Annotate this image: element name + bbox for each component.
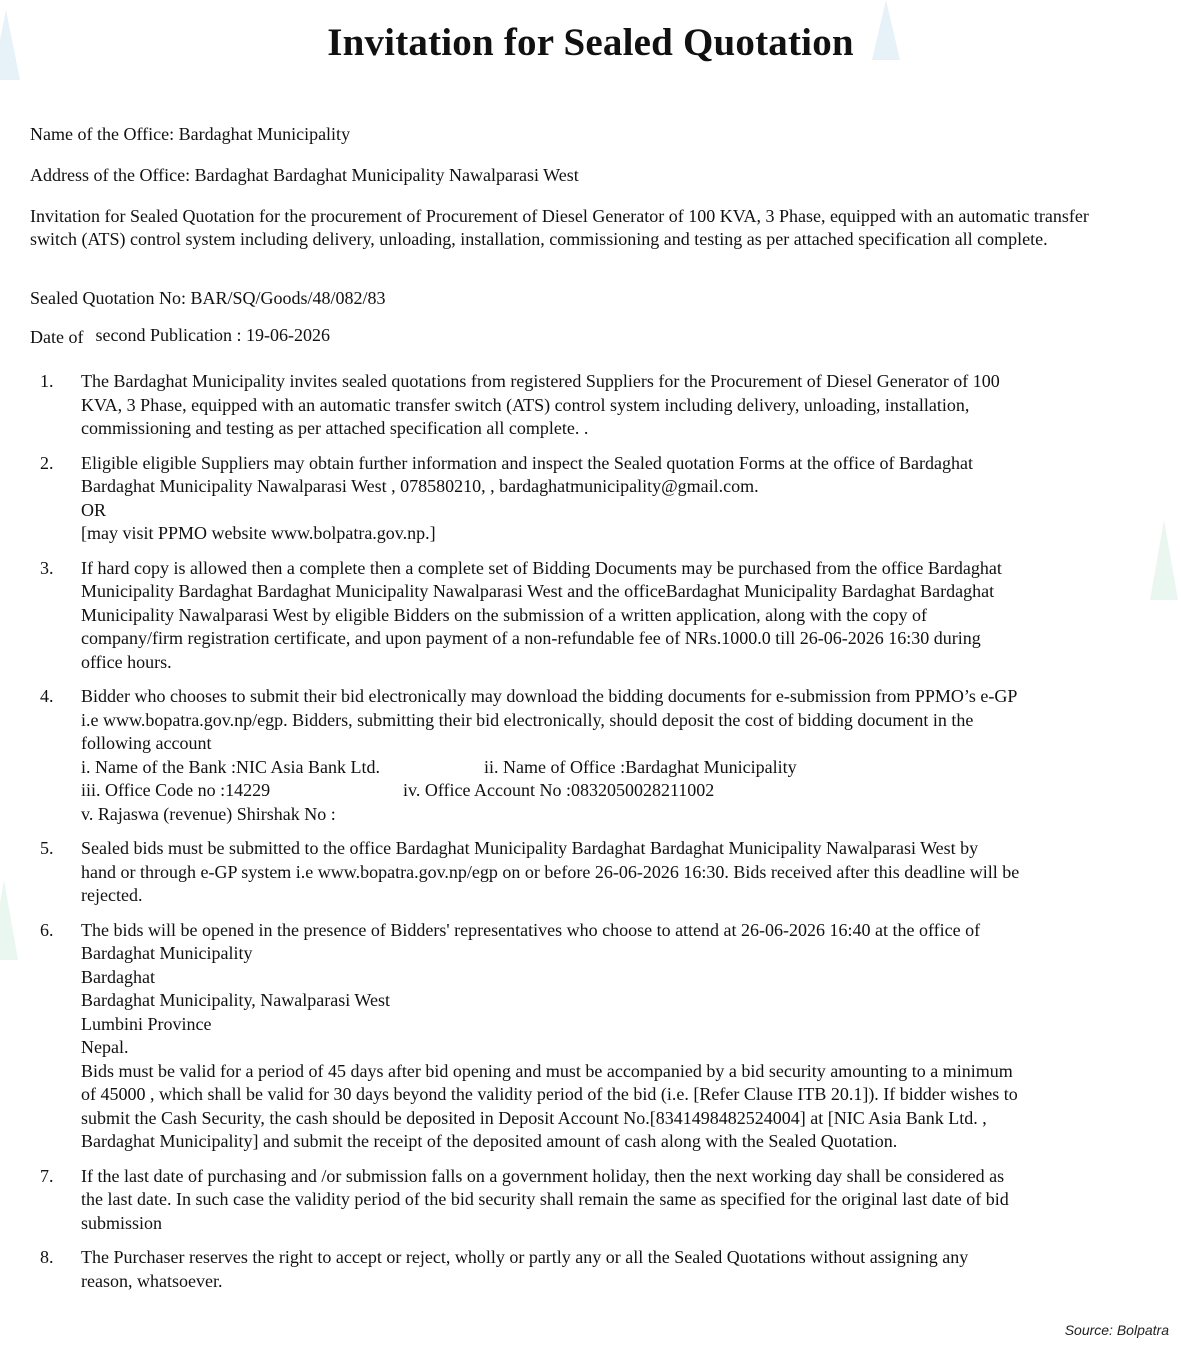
item-line: of 45000 , which shall be valid for 30 days beyond the validity period of the bid (i.e. [Refer Clause ITB 20.1]). If bidder wishes to bbox=[81, 1084, 1018, 1104]
account-row bbox=[81, 779, 1155, 803]
item-number: 3. bbox=[40, 557, 54, 578]
item-line: office hours. bbox=[81, 651, 172, 672]
item-body bbox=[81, 837, 1155, 908]
office-name-line: Name of the Office: Bardaghat Municipality bbox=[30, 124, 351, 144]
item-line: Bardaghat Municipality] and submit the receipt of the deposited amount of cash along with the Sealed Quotation. bbox=[81, 1131, 898, 1151]
list-item bbox=[30, 685, 1155, 826]
item-line: reason, whatsoever. bbox=[81, 1270, 223, 1291]
list-item bbox=[30, 452, 1155, 546]
item-number: 5. bbox=[40, 838, 54, 858]
item-line: Bardaghat Municipality, Nawalparasi West bbox=[81, 990, 390, 1010]
item-line: [may visit PPMO website www.bolpatra.gov.np.] bbox=[81, 523, 436, 543]
item-line: the last date. In such case the validity period of the bid security shall remain the same as specified for the original last date of bid bbox=[81, 1189, 1009, 1209]
item-line: Municipality Nawalparasi West by eligible Bidders on the submission of a written application, along with the copy of bbox=[81, 604, 928, 625]
item-line: Lumbini Province bbox=[81, 1013, 212, 1034]
item-number: 1. bbox=[40, 371, 54, 391]
item-number: 2. bbox=[40, 452, 54, 473]
rajaswa-shirshak: v. Rajaswa (revenue) Shirshak No : bbox=[81, 803, 336, 824]
item-line: rejected. bbox=[81, 885, 143, 905]
office-code: iii. Office Code no :14229 bbox=[81, 780, 271, 800]
edge-arrow-decoration bbox=[0, 880, 18, 960]
item-body bbox=[81, 370, 1155, 441]
item-number: 8. bbox=[40, 1247, 54, 1267]
item-line: The Bardaghat Municipality invites sealed quotations from registered Suppliers for the Procurement of Diesel Generator of 100 bbox=[81, 371, 1000, 391]
item-number: 6. bbox=[40, 919, 54, 940]
item-line: If the last date of purchasing and /or submission falls on a government holiday, then the next working day shall be considered as bbox=[81, 1165, 1005, 1186]
item-body bbox=[81, 452, 1155, 546]
publication-info: second Publication : 19-06-2026 bbox=[95, 325, 330, 345]
office-account-number: iv. Office Account No :0832050028211002 bbox=[403, 780, 715, 800]
item-line: hand or through e-GP system i.e www.bopatra.gov.np/egp on or before 26-06-2026 16:30. Bids received after this deadline will be bbox=[81, 861, 1020, 882]
item-body bbox=[81, 1165, 1155, 1236]
item-body bbox=[81, 1246, 1155, 1293]
page-title: Invitation for Sealed Quotation bbox=[327, 21, 854, 64]
item-line: Nepal. bbox=[81, 1037, 129, 1057]
office-address-line: Address of the Office: Bardaghat Bardaghat Municipality Nawalparasi West bbox=[30, 165, 579, 185]
item-line: OR bbox=[81, 499, 107, 520]
quotation-number-line: Sealed Quotation No: BAR/SQ/Goods/48/082/83 bbox=[30, 288, 386, 308]
invitation-text: Invitation for Sealed Quotation for the procurement of Procurement of Diesel Generator of 100 KVA, 3 Phase, equipped with an automatic transfer switch (ATS) control system including delivery, unloading, installation, commissioning and testing as per attached specification all complete. bbox=[30, 206, 1089, 249]
notice-items-list bbox=[30, 370, 1155, 1304]
item-line: The Purchaser reserves the right to accept or reject, wholly or partly any or all the Sealed Quotations without assigning any bbox=[81, 1247, 969, 1267]
item-body bbox=[81, 685, 1155, 826]
item-body bbox=[81, 557, 1155, 675]
item-line: Bidder who chooses to submit their bid electronically may download the bidding documents for e-submission from PPMO’s e-GP bbox=[81, 686, 1018, 706]
source-credit: Source: Bolpatra bbox=[1064, 1322, 1169, 1338]
list-item bbox=[30, 919, 1155, 1154]
item-line: Sealed bids must be submitted to the office Bardaghat Municipality Bardaghat Bardaghat Municipality Nawalparasi West by bbox=[81, 838, 979, 858]
item-line: Municipality Bardaghat Bardaghat Municipality Nawalparasi West and the officeBardaghat Municipality Bardaghat Bardaghat bbox=[81, 581, 995, 601]
item-line: If hard copy is allowed then a complete then a complete set of Bidding Documents may be purchased from the office Bardaghat bbox=[81, 557, 1002, 578]
item-line: commissioning and testing as per attached specification all complete. . bbox=[81, 418, 589, 438]
item-line: The bids will be opened in the presence of Bidders' representatives who choose to attend at 26-06-2026 16:40 at the office of bbox=[81, 919, 981, 940]
list-item bbox=[30, 370, 1155, 441]
item-line: following account bbox=[81, 733, 212, 753]
item-line: i.e www.bopatra.gov.np/egp. Bidders, submitting their bid electronically, should deposit the cost of bidding document in the bbox=[81, 709, 974, 730]
bank-name: i. Name of the Bank :NIC Asia Bank Ltd. bbox=[81, 756, 380, 777]
date-label: Date of bbox=[30, 327, 84, 347]
item-line: submission bbox=[81, 1212, 163, 1233]
list-item bbox=[30, 1165, 1155, 1236]
item-number: 7. bbox=[40, 1165, 54, 1186]
list-item bbox=[30, 557, 1155, 675]
item-line: company/firm registration certificate, and upon payment of a non-refundable fee of NRs.1000.0 till 26-06-2026 16:30 during bbox=[81, 628, 981, 648]
item-body bbox=[81, 919, 1155, 1154]
item-line: Eligible eligible Suppliers may obtain further information and inspect the Sealed quotation Forms at the office of Bardaghat bbox=[81, 452, 973, 473]
item-line: Bids must be valid for a period of 45 days after bid opening and must be accompanied by a bid security amounting to a minimum bbox=[81, 1060, 1013, 1081]
item-line: submit the Cash Security, the cash should be deposited in Deposit Account No.[8341498482524004] at [NIC Asia Bank Ltd. , bbox=[81, 1107, 987, 1128]
list-item bbox=[30, 837, 1155, 908]
list-item bbox=[30, 1246, 1155, 1293]
publication-date-line bbox=[30, 326, 330, 349]
item-number: 4. bbox=[40, 686, 54, 706]
item-line: KVA, 3 Phase, equipped with an automatic transfer switch (ATS) control system including delivery, unloading, installation, bbox=[81, 394, 970, 415]
item-line: Bardaghat Municipality bbox=[81, 943, 253, 963]
office-name: ii. Name of Office :Bardaghat Municipality bbox=[484, 756, 797, 777]
item-line: Bardaghat Municipality Nawalparasi West , 078580210, , bardaghatmunicipality@gmail.com. bbox=[81, 476, 759, 496]
account-row bbox=[81, 756, 1155, 780]
item-line: Bardaghat bbox=[81, 966, 155, 987]
